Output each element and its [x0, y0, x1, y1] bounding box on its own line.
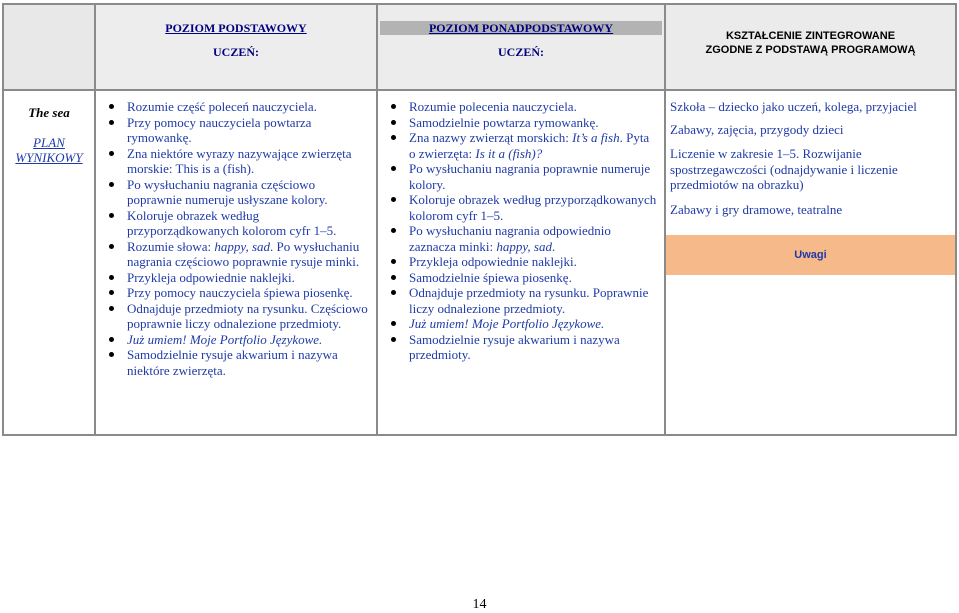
list-item — [106, 301, 370, 332]
list-item-text: Samodzielnie powtarza rymowankę. — [409, 114, 599, 130]
list-item-text: Odnajduje przedmioty na rysunku. Częściowo poprawnie liczy odnalezione przedmioty. — [127, 300, 368, 331]
list-item-text: Rozumie słowa: — [127, 238, 215, 254]
advanced-student-label: UCZEŃ: — [497, 45, 544, 59]
list-item — [106, 270, 370, 286]
plan-label-line1: PLAN — [33, 135, 65, 150]
list-item — [388, 332, 658, 363]
list-item — [388, 316, 658, 332]
list-item-text: Przy pomocy nauczyciela śpiewa piosenkę. — [127, 285, 353, 300]
list-item — [106, 115, 370, 146]
list-item — [388, 254, 658, 270]
integrated-item: Liczenie w zakresie 1–5. Rozwijanie spostrzegawczości (odnajdywanie i liczenie przedmiotów na obrazku) — [670, 146, 898, 192]
list-item — [106, 239, 370, 270]
notes-label: Uwagi — [666, 235, 955, 275]
list-item-text: Samodzielnie rysuje akwarium i nazywa przedmioty. — [409, 331, 620, 362]
integrated-item: Zabawy i gry dramowe, teatralne — [670, 201, 843, 217]
list-item — [388, 285, 658, 316]
list-item-text: Zna nazwy zwierząt morskich: — [409, 130, 573, 145]
list-item-text: Przykleja odpowiednie naklejki. — [409, 254, 577, 269]
list-item-text: Przy pomocy nauczyciela powtarza rymowankę. — [127, 114, 312, 145]
list-item-text: . — [551, 238, 556, 254]
list-item-text: Koloruje obrazek według przyporządkowanych kolorom cyfr 1–5. — [409, 192, 657, 223]
list-item-text: . Pyta o zwierzęta: — [409, 130, 650, 161]
header-basic-level — [95, 4, 377, 90]
topic-cell — [3, 90, 95, 435]
integrated-title-line1: KSZTAŁCENIE ZINTEGROWANE — [725, 30, 896, 42]
content-row — [3, 90, 956, 435]
list-item-text: happy, sad — [214, 238, 271, 254]
list-item-text: . Po wysłuchaniu nagrania częściowo poprawnie rysuje minki. — [127, 238, 360, 269]
list-item — [106, 99, 370, 115]
list-item — [106, 208, 370, 239]
list-item-text: Po wysłuchaniu nagrania odpowiednio zaznacza minki: — [409, 223, 611, 254]
basic-level-cell — [95, 90, 377, 435]
list-item-text: happy, sad — [496, 238, 552, 254]
integrated-item: Szkoła – dziecko jako uczeń, kolega, przyjaciel — [670, 99, 917, 114]
list-item — [106, 285, 370, 301]
basic-student-label: UCZEŃ: — [212, 45, 259, 59]
list-item — [388, 115, 658, 131]
list-item — [388, 99, 658, 115]
list-item — [106, 347, 370, 378]
list-item-animals — [106, 146, 370, 177]
list-item-text: Rozumie część poleceń nauczyciela. — [127, 99, 317, 114]
integrated-title-line2: ZGODNE Z PODSTAWĄ PROGRAMOWĄ — [705, 44, 916, 56]
list-item-text: Odnajduje przedmioty na rysunku. Poprawnie liczy odnalezione przedmioty. — [409, 285, 649, 316]
advanced-level-cell — [377, 90, 665, 435]
list-item-text: Przykleja odpowiednie naklejki. — [127, 269, 295, 285]
page-number: 14 — [472, 597, 487, 612]
list-item-text: Po wysłuchaniu nagrania poprawnie numeruje kolory. — [409, 161, 651, 192]
topic-title: The sea — [28, 105, 70, 120]
list-item — [388, 130, 658, 161]
list-item — [388, 223, 658, 254]
integrated-content — [666, 91, 955, 275]
list-item-text: Zna niektóre wyrazy nazywające zwierzęta morskie: This is a (fish). — [127, 145, 352, 176]
list-item-text: It’s a fish — [572, 130, 620, 145]
list-item-text: Koloruje obrazek według przyporządkowanych kolorom cyfr 1–5. — [127, 207, 337, 238]
header-empty-cell — [3, 4, 95, 90]
list-item-text: Już umiem! Moje Portfolio Językowe. — [409, 316, 605, 331]
list-item-text: Rozumie polecenia nauczyciela. — [409, 99, 577, 114]
plan-label-line2: WYNIKOWY — [15, 150, 83, 165]
list-item-text: Is it a (fish)? — [475, 145, 543, 161]
basic-level-title: POZIOM PODSTAWOWY — [165, 21, 307, 35]
list-item — [388, 161, 658, 192]
basic-level-list — [96, 91, 376, 378]
header-row — [3, 4, 956, 90]
integrated-cell — [665, 90, 956, 435]
list-item — [388, 270, 658, 286]
advanced-level-list — [378, 91, 664, 363]
list-item-text: Samodzielnie rysuje akwarium i nazywa niektóre zwierzęta. — [127, 347, 338, 378]
list-item-text: Po wysłuchaniu nagrania częściowo poprawnie numeruje usłyszane kolory. — [127, 176, 328, 207]
list-item — [388, 192, 658, 223]
list-item-text: Samodzielnie śpiewa piosenkę. — [409, 269, 572, 285]
header-advanced-level — [377, 4, 665, 90]
integrated-item: Zabawy, zajęcia, przygody dzieci — [670, 121, 844, 137]
lesson-plan-table — [2, 3, 957, 436]
list-item — [106, 177, 370, 208]
header-integrated — [665, 4, 956, 90]
list-item-text: Już umiem! Moje Portfolio Językowe. — [127, 331, 323, 347]
advanced-level-title: POZIOM PONADPODSTAWOWY — [428, 21, 614, 35]
list-item — [106, 332, 370, 348]
